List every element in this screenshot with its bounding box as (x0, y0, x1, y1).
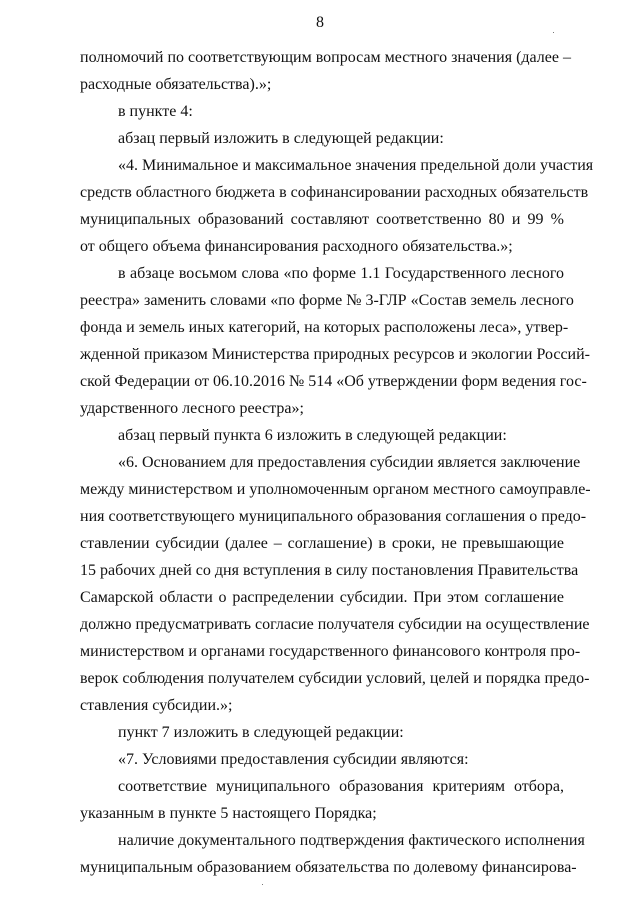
text-line: «4. Минимальное и максимальное значения предельной доли участия (118, 157, 594, 174)
text-line: муниципальным образованием обязательства по долевому финансирова- (80, 859, 577, 876)
text-line: абзац первый изложить в следующей редакции: (118, 130, 444, 147)
text-line: средств областного бюджета в софинансировании расходных обязательств (80, 184, 589, 201)
text-line: муниципальных образований составляют соответственно 80 и 99 % (80, 211, 564, 228)
text-line: между министерством и уполномоченным органом местного самоуправле- (80, 481, 591, 498)
scan-speck (262, 884, 263, 885)
text-line: в абзаце восьмом слова «по форме 1.1 Государственного лесного (118, 265, 564, 282)
scan-speck (553, 32, 554, 33)
text-line: реестра» заменить словами «по форме № 3-ГЛР «Состав земель лесного (80, 292, 574, 309)
text-line: соответствие муниципального образования критериям отбора, (118, 778, 564, 795)
text-line: от общего объема финансирования расходного обязательства.»; (80, 238, 513, 255)
text-line: министерством и органами государственного финансового контроля про- (80, 643, 581, 660)
text-line: пункт 7 изложить в следующей редакции: (118, 724, 404, 741)
text-line: указанным в пункте 5 настоящего Порядка; (80, 805, 377, 822)
text-line: ния соответствующего муниципального образования соглашения о предо- (80, 508, 587, 525)
text-line: Самарской области о распределении субсидии. При этом соглашение (80, 589, 564, 606)
text-line: ставлении субсидии (далее – соглашение) в сроки, не превышающие (80, 535, 564, 552)
text-line: наличие документального подтверждения фактического исполнения (118, 832, 585, 849)
text-line: «6. Основанием для предоставления субсидии является заключение (118, 454, 581, 471)
text-line: должно предусматривать согласие получателя субсидии на осуществление (80, 616, 590, 633)
page-number: 8 (316, 14, 324, 31)
text-line: фонда и земель иных категорий, на которых расположены леса», утвер- (80, 319, 569, 336)
text-line: полномочий по соответствующим вопросам местного значения (далее – (80, 49, 571, 66)
text-line: жденной приказом Министерства природных ресурсов и экологии Россий- (80, 346, 591, 363)
text-line: верок соблюдения получателем субсидии условий, целей и порядка предо- (80, 670, 590, 687)
text-line: ударственного лесного реестра»; (80, 400, 304, 417)
text-line: расходные обязательства).»; (80, 76, 272, 93)
text-line: «7. Условиями предоставления субсидии являются: (118, 751, 469, 768)
text-line: ской Федерации от 06.10.2016 № 514 «Об утверждении форм ведения гос- (80, 373, 587, 390)
text-line: в пункте 4: (118, 103, 193, 120)
text-line: 15 рабочих дней со дня вступления в силу постановления Правительства (80, 562, 579, 579)
text-line: абзац первый пункта 6 изложить в следующей редакции: (118, 427, 507, 444)
text-line: ставления субсидии.»; (80, 697, 233, 714)
